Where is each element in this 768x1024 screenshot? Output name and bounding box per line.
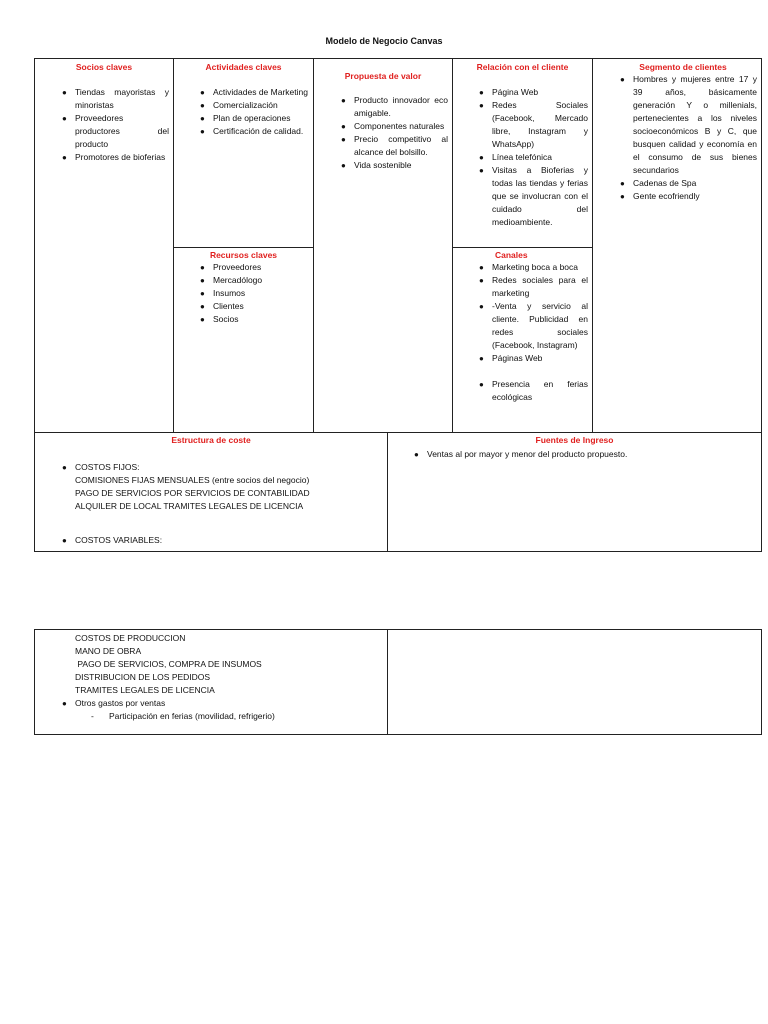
continuation-lines xyxy=(75,632,383,697)
list-item: ● Comercialización xyxy=(200,100,278,110)
actividades-claves-list xyxy=(200,86,309,138)
costos-variables-list xyxy=(62,534,383,547)
list-item: ● Visitas a Bioferias y todas las tiendas y ferias que se involucran con el cuidado del medioambiente. xyxy=(479,165,588,227)
propuesta-valor-cell xyxy=(314,59,452,432)
relacion-cliente-header: Relación con el cliente xyxy=(476,62,569,72)
canales-cell xyxy=(453,248,592,432)
list-item: ● Producto innovador eco amigable. xyxy=(341,95,448,118)
canales-header: Canales xyxy=(495,250,528,260)
list-item: ● Página Web xyxy=(479,87,539,97)
text-line: COSTOS DE PRODUCCION xyxy=(75,633,186,643)
list-item: ● Precio competitivo al alcance del bolsillo. xyxy=(341,134,448,157)
list-item: ● -Venta y servicio al cliente. Publicidad en redes sociales (Facebook, Instagram) xyxy=(479,301,588,350)
socios-claves-header: Socios claves xyxy=(75,62,133,72)
text-line: COMISIONES FIJAS MENSUALES (entre socios del negocio) xyxy=(75,475,310,485)
list-item: ● Socios xyxy=(200,314,239,324)
continuation-empty-cell xyxy=(388,630,761,734)
list-item: ● Proveedores productores del producto xyxy=(62,113,169,149)
segmento-clientes-header: Segmento de clientes xyxy=(639,62,727,72)
list-item: ● Gente ecofriendly xyxy=(620,191,700,201)
list-item: ● COSTOS VARIABLES: xyxy=(62,535,163,545)
segmento-clientes-cell xyxy=(593,59,761,432)
fuentes-ingreso-list xyxy=(414,448,757,461)
text-line: MANO DE OBRA xyxy=(75,646,142,656)
text-line: PAGO DE SERVICIOS POR SERVICIOS DE CONTABILIDAD xyxy=(75,488,310,498)
fuentes-ingreso-cell xyxy=(388,433,761,553)
list-item: ● Cadenas de Spa xyxy=(620,178,697,188)
continuation-costos-cell xyxy=(35,630,387,734)
list-item: ● Vida sostenible xyxy=(341,160,412,170)
list-item: ● Actividades de Marketing xyxy=(200,87,308,97)
list-item: ● Ventas al por mayor y menor del producto propuesto. xyxy=(414,449,628,459)
list-item: ● Insumos xyxy=(200,288,246,298)
text-line: PAGO DE SERVICIOS, COMPRA DE INSUMOS xyxy=(75,659,262,669)
list-item: ● Línea telefónica xyxy=(479,152,553,162)
socios-claves-cell xyxy=(35,59,173,247)
list-item: ● Páginas Web xyxy=(479,353,543,363)
list-item: ● COSTOS FIJOS: xyxy=(62,462,140,472)
costos-fijos-list xyxy=(62,461,383,474)
text-line: DISTRIBUCION DE LOS PEDIDOS xyxy=(75,672,211,682)
list-item: ● Otros gastos por ventas xyxy=(62,698,166,708)
text-line: TRAMITES LEGALES DE LICENCIA xyxy=(75,685,215,695)
dash-bullet: - xyxy=(91,711,94,721)
otros-gastos-list xyxy=(62,697,383,710)
propuesta-valor-list xyxy=(341,94,448,172)
list-item: ● Presencia en ferias ecológicas xyxy=(479,379,588,402)
list-item: ● Certificación de calidad. xyxy=(200,126,304,136)
list-item: ● Proveedores xyxy=(200,262,262,272)
list-item: ● Componentes naturales xyxy=(341,121,445,131)
continuation-table xyxy=(34,629,762,735)
list-item: ● Clientes xyxy=(200,301,244,311)
document-title: Modelo de Negocio Canvas xyxy=(325,36,443,46)
fuentes-ingreso-header: Fuentes de Ingreso xyxy=(535,435,614,445)
recursos-claves-header: Recursos claves xyxy=(209,250,278,260)
costos-fijos-lines xyxy=(75,474,383,513)
list-item: ● Hombres y mujeres entre 17 y 39 años, básicamente generación Y o millenials, pertenecientes a los niveles socioeconómicos B y C, que busquen calidad y economía en el consumo de sus bienes secundarios xyxy=(620,74,757,175)
text-line: ALQUILER DE LOCAL TRAMITES LEGALES DE LICENCIA xyxy=(75,501,304,511)
relacion-cliente-list xyxy=(479,86,588,229)
estructura-coste-cell xyxy=(35,433,387,553)
list-item: ● Marketing boca a boca xyxy=(479,262,578,272)
list-item: ● Redes sociales para el marketing xyxy=(479,275,588,298)
recursos-claves-list xyxy=(200,261,309,326)
canales-list xyxy=(479,261,588,404)
segmento-clientes-list xyxy=(620,73,757,203)
canvas-table xyxy=(34,58,762,552)
recursos-claves-cell xyxy=(174,248,313,432)
list-item: ● Plan de operaciones xyxy=(200,113,291,123)
estructura-coste-header: Estructura de coste xyxy=(171,435,251,445)
actividades-claves-header: Actividades claves xyxy=(205,62,282,72)
list-item: ● Tiendas mayoristas y minoristas xyxy=(62,87,169,110)
actividades-claves-cell xyxy=(174,59,313,247)
socios-claves-list xyxy=(62,86,169,164)
list-item: ● Redes Sociales (Facebook, Mercado libre, Instagram y WhatsApp) xyxy=(479,100,588,149)
relacion-cliente-cell xyxy=(453,59,592,247)
propuesta-valor-header: Propuesta de valor xyxy=(344,71,422,81)
sub-item: - Participación en ferias (movilidad, refrigerio) xyxy=(91,711,275,721)
list-item: ● Mercadólogo xyxy=(200,275,263,285)
list-item: ● Promotores de bioferias xyxy=(62,152,166,162)
